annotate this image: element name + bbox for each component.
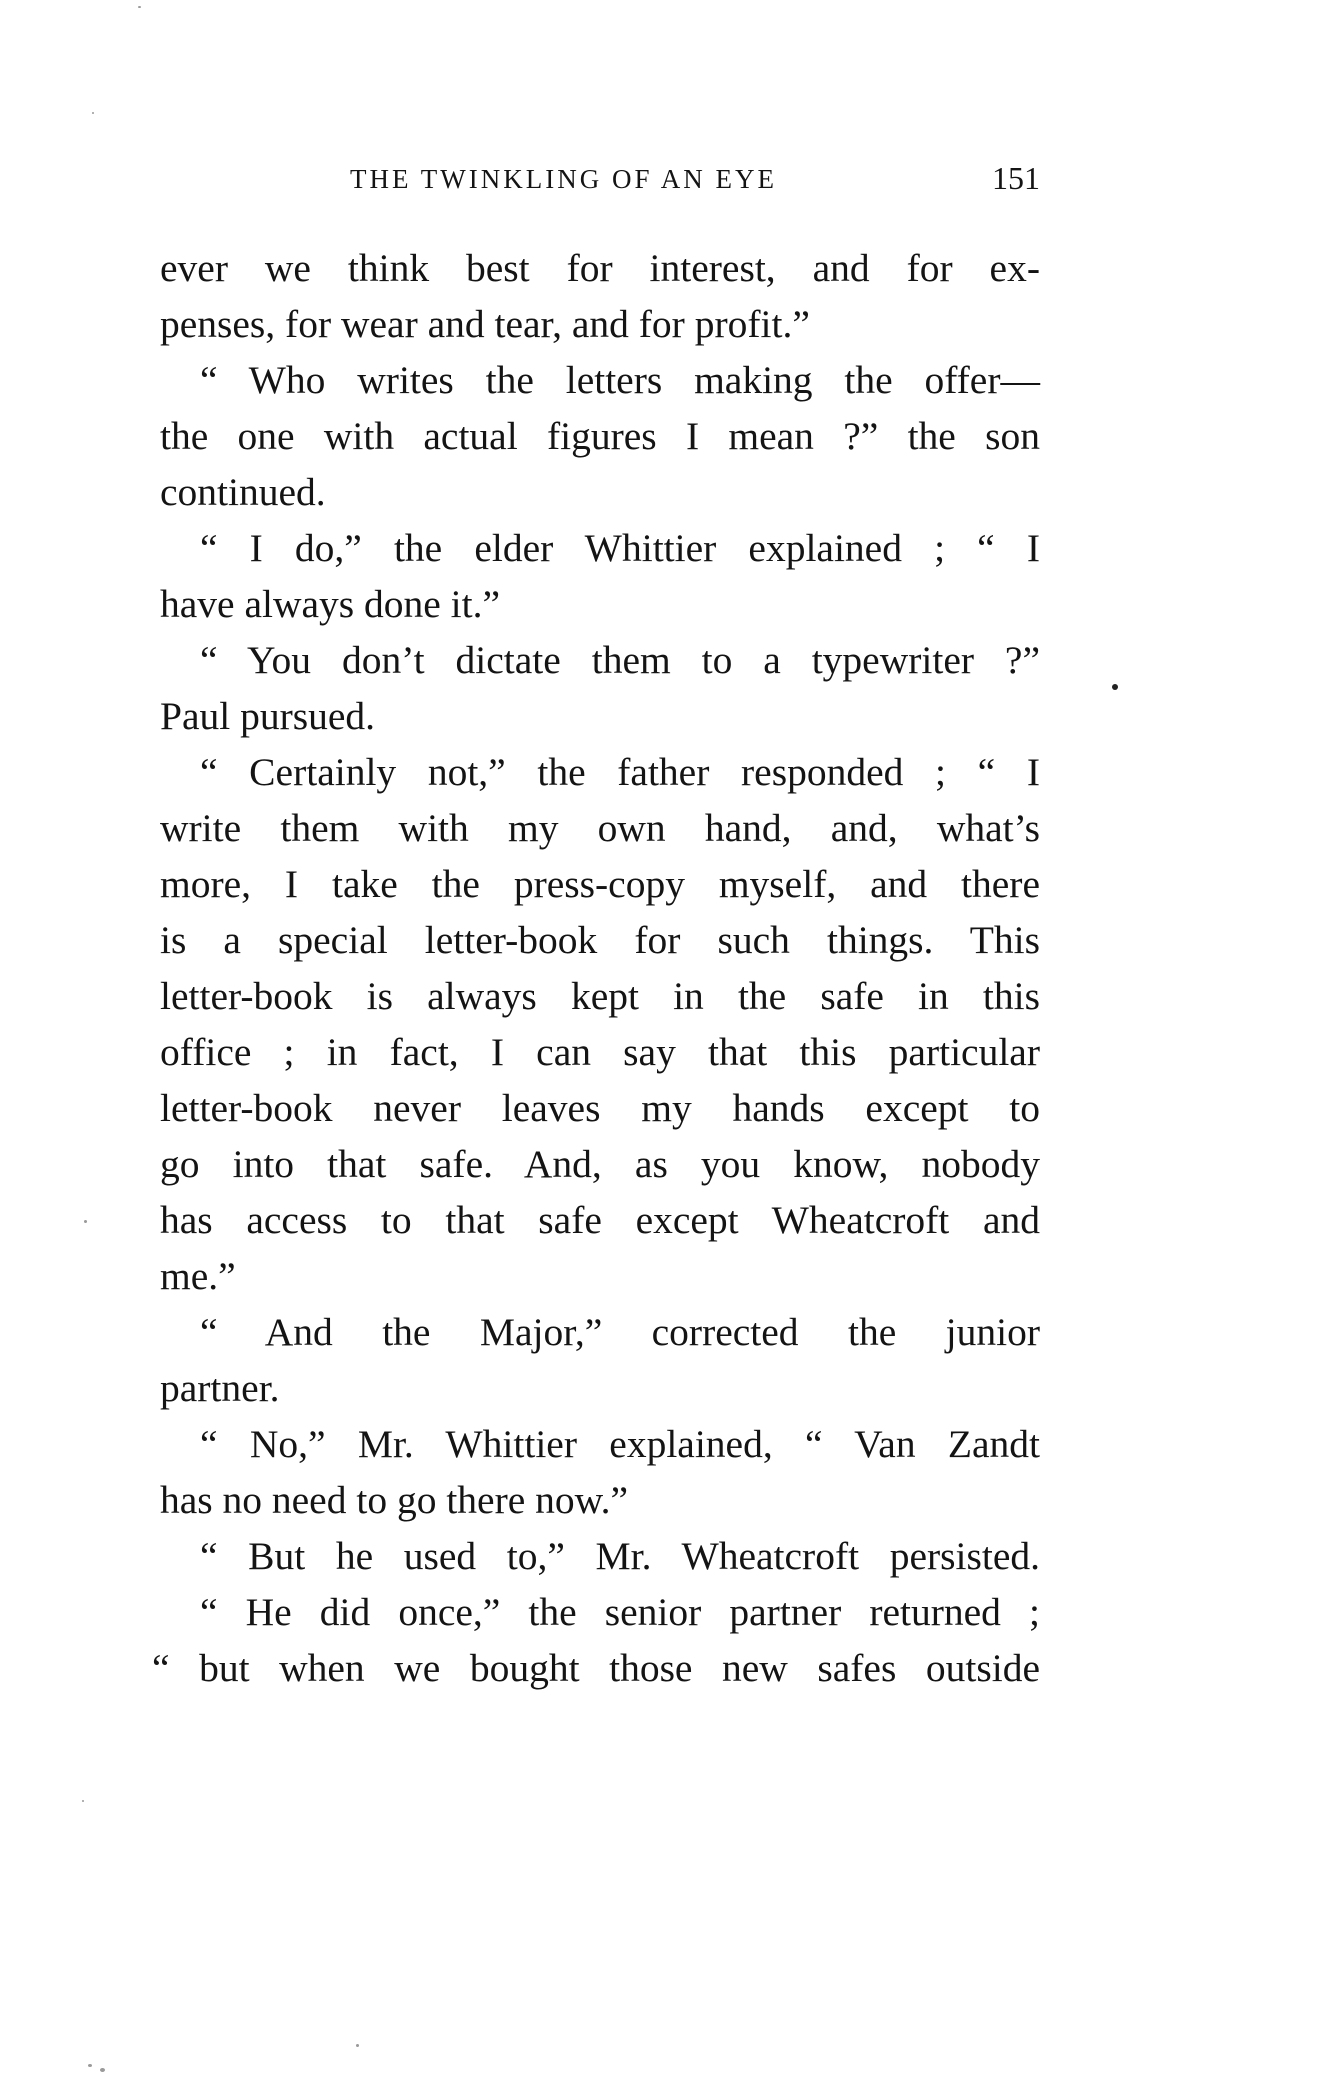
text-line: go into that safe. And, as you know, nobody [160, 1142, 1040, 1186]
text-line: have always done it.” [160, 582, 501, 626]
text-line: office ; in fact, I can say that this particular [160, 1030, 1040, 1074]
text-line: has no need to go there now.” [160, 1478, 629, 1522]
ink-dot [1112, 684, 1118, 690]
text-line: “ And the Major,” corrected the junior [200, 1310, 1040, 1354]
text-line: continued. [160, 470, 326, 514]
text-line: is a special letter-book for such things. This [160, 918, 1040, 962]
page-number: 151 [992, 160, 1040, 196]
scan-speck [84, 1220, 87, 1223]
text-line: letter-book never leaves my hands except to [160, 1086, 1040, 1130]
text-line: ever we think best for interest, and for ex- [160, 246, 1040, 290]
text-line: “ I do,” the elder Whittier explained ; “ I [200, 526, 1040, 570]
text-line: more, I take the press-copy myself, and there [160, 862, 1040, 906]
page-header [160, 160, 1040, 200]
text-line: letter-book is always kept in the safe in this [160, 974, 1040, 1018]
text-line: “ No,” Mr. Whittier explained, “ Van Zandt [200, 1422, 1040, 1466]
text-line: “ Certainly not,” the father responded ; “ I [200, 750, 1040, 794]
text-line: “ He did once,” the senior partner returned ; [200, 1590, 1040, 1634]
scan-speck [356, 2044, 359, 2047]
text-line: Paul pursued. [160, 694, 376, 738]
text-line: write them with my own hand, and, what’s [160, 806, 1040, 850]
text-line: the one with actual figures I mean ?” the son [160, 414, 1040, 458]
text-line: me.” [160, 1254, 236, 1298]
text-line: “ You don’t dictate them to a typewriter ?” [200, 638, 1040, 682]
text-line: has access to that safe except Wheatcroft and [160, 1198, 1040, 1242]
text-line: “ but when we bought those new safes outside [152, 1646, 1040, 1690]
text-line: “ Who writes the letters making the offer— [200, 358, 1040, 402]
scan-speck [100, 2068, 105, 2072]
scan-speck [138, 6, 141, 8]
text-line: penses, for wear and tear, and for profit.” [160, 302, 810, 346]
running-head: THE TWINKLING OF AN EYE [350, 164, 777, 194]
text-line: “ But he used to,” Mr. Wheatcroft persisted. [200, 1534, 1040, 1578]
text-line: partner. [160, 1366, 280, 1410]
body-text [152, 240, 1040, 1696]
scan-speck [88, 2064, 92, 2067]
scan-speck [92, 112, 94, 114]
scan-speck [82, 1800, 84, 1802]
